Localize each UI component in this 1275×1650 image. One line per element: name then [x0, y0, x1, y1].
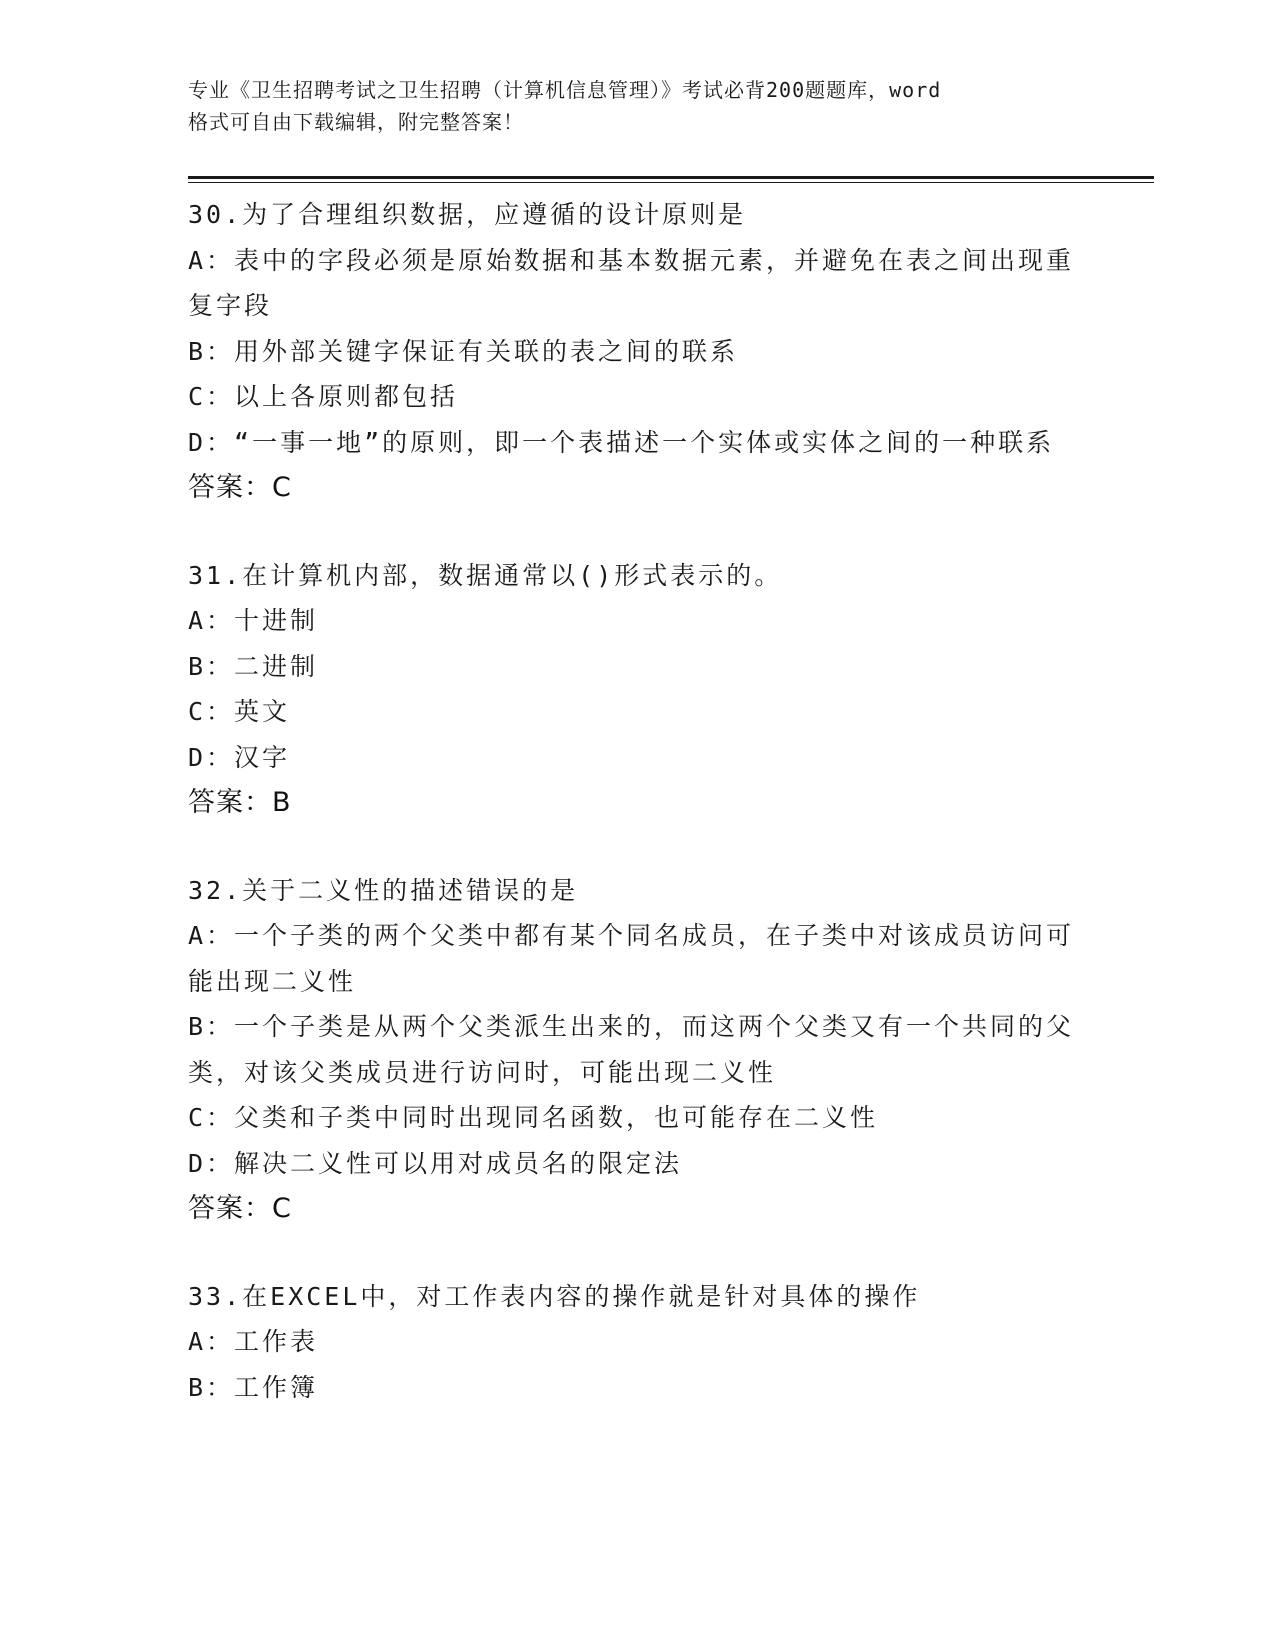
- option-c: C：以上各原则都包括: [188, 382, 459, 411]
- header-line-1: 专业《卫生招聘考试之卫生招聘（计算机信息管理）》考试必背200题题库，word: [188, 78, 942, 102]
- header-line-2: 格式可自由下载编辑，附完整答案！: [188, 110, 524, 134]
- question-31: [188, 553, 1088, 826]
- option-c: C：父类和子类中同时出现同名函数，也可能存在二义性: [188, 1103, 879, 1132]
- option-a: A：工作表: [188, 1327, 319, 1356]
- question-list: [188, 192, 1088, 1452]
- question-32: [188, 868, 1088, 1232]
- option-b: B：二进制: [188, 651, 319, 681]
- option-a: A：表中的字段必须是原始数据和基本数据元素，并避免在表之间出现重复字段: [188, 245, 1075, 320]
- header-rule-thick: [188, 176, 1154, 179]
- option-a: A：十进制: [188, 606, 319, 635]
- option-b: B：一个子类是从两个父类派生出来的，而这两个父类又有一个共同的父类，对该父类成员进行访问时，可能出现二义性: [188, 1012, 1075, 1087]
- answer-line: 答案：B: [188, 787, 292, 818]
- option-c: C：英文: [188, 697, 291, 726]
- option-b: B：用外部关键字保证有关联的表之间的联系: [188, 336, 739, 366]
- option-d: D：解决二义性可以用对成员名的限定法: [188, 1148, 683, 1178]
- question-stem: 31.在计算机内部，数据通常以()形式表示的。: [188, 560, 783, 590]
- question-stem: 30.为了合理组织数据，应遵循的设计原则是: [188, 200, 747, 229]
- question-stem: 32.关于二义性的描述错误的是: [188, 875, 579, 905]
- question-30: [188, 192, 1088, 511]
- document-header: [188, 74, 1088, 138]
- option-d: D：汉字: [188, 742, 291, 772]
- option-b: B：工作簿: [188, 1372, 319, 1402]
- answer-line: 答案：C: [188, 472, 292, 503]
- question-stem: 33.在EXCEL中，对工作表内容的操作就是针对具体的操作: [188, 1281, 921, 1311]
- answer-line: 答案：C: [188, 1193, 292, 1224]
- question-33: [188, 1274, 1088, 1411]
- option-d: D：“一事一地”的原则，即一个表描述一个实体或实体之间的一种联系: [188, 427, 1055, 457]
- option-a: A：一个子类的两个父类中都有某个同名成员，在子类中对该成员访问可能出现二义性: [188, 921, 1075, 996]
- header-rule-thin: [188, 182, 1154, 183]
